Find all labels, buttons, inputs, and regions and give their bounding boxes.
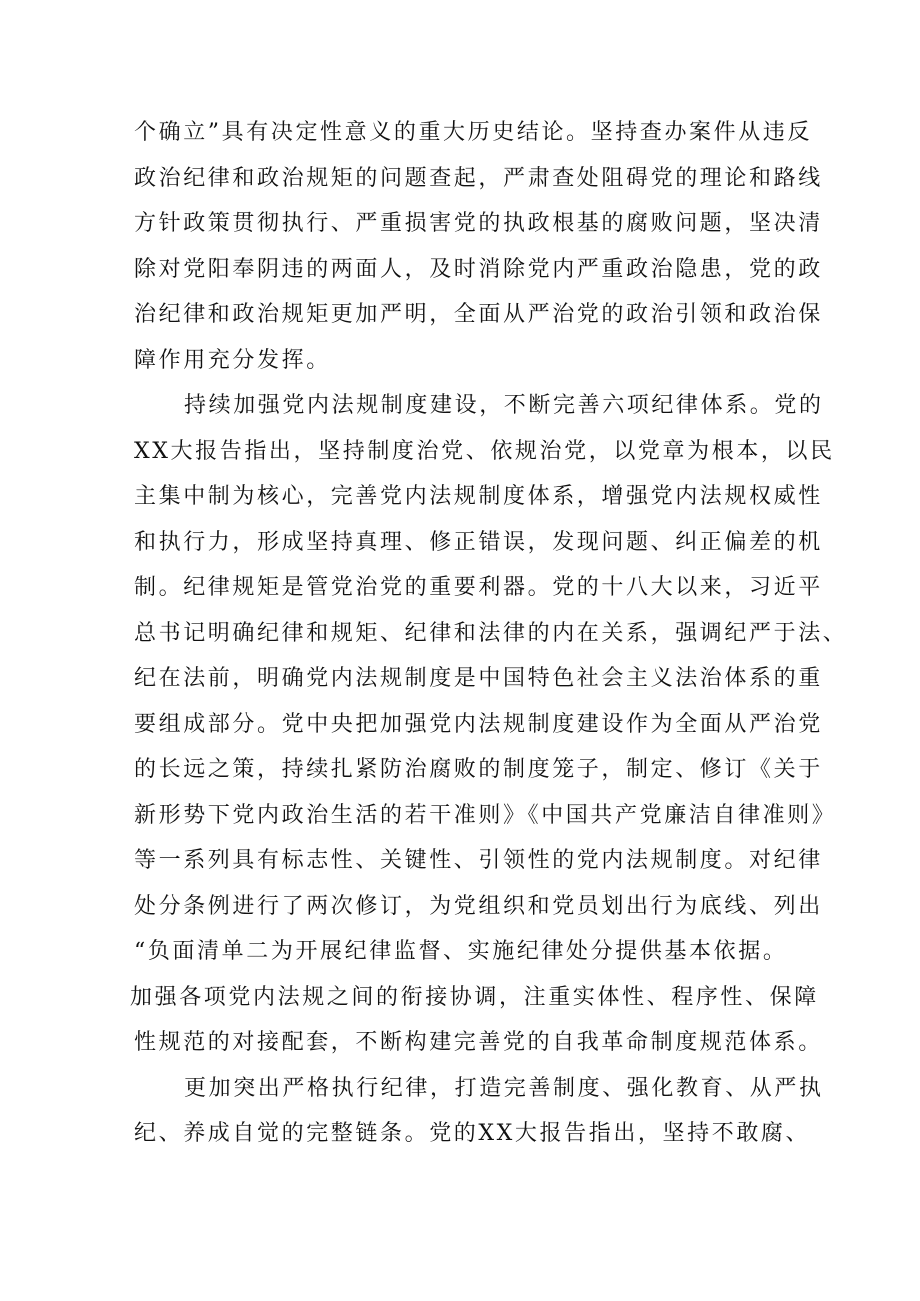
text-line: 主集中制为核心，完善党内法规制度体系，增强党内法规权威性 bbox=[134, 484, 823, 509]
text-line: 除对党阳奉阴违的两面人，及时消除党内严重政治隐患，党的政 bbox=[134, 256, 823, 282]
document-body bbox=[130, 110, 848, 1157]
text-line: 总书记明确纪律和规矩、纪律和法律的内在关系，强调纪严于法、 bbox=[134, 620, 848, 646]
text-line: 纪在法前，明确党内法规制度是中国特色社会主义法治体系的重 bbox=[134, 666, 823, 691]
text-line: 持续加强党内法规制度建设，不断完善六项纪律体系。党的 bbox=[184, 393, 824, 418]
text-line: 和执行力，形成坚持真理、修正错误，发现问题、纠正偏差的机 bbox=[134, 529, 823, 555]
text-line: XX大报告指出，坚持制度治党、依规治党，以党章为根本，以民 bbox=[134, 438, 835, 464]
text-line: “负面清单二为开展纪律监督、实施纪律处分提供基本依据。 bbox=[134, 939, 788, 964]
text-line: 新形势下党内政治生活的若干准则》《中国共产党廉洁自律准则》 bbox=[134, 802, 837, 828]
text-line: 更加突出严格执行纪律，打造完善制度、强化教育、从严执 bbox=[184, 1075, 824, 1101]
text-line: 障作用充分发挥。 bbox=[134, 347, 331, 373]
paragraph-3 bbox=[134, 1066, 824, 1157]
text-line: 处分条例进行了两次修订，为党组织和党员划出行为底线、列出 bbox=[134, 893, 823, 919]
text-line: 治纪律和政治规矩更加严明，全面从严治党的政治引领和政治保 bbox=[134, 302, 823, 327]
text-line: 政治纪律和政治规矩的问题查起，严肃查处阻碍党的理论和路线 bbox=[134, 165, 823, 191]
text-line: 的长远之策，持续扎紧防治腐败的制度笼子，制定、修订《关于 bbox=[134, 757, 823, 782]
text-line: 加强各项党内法规之间的衔接协调，注重实体性、程序性、保障 bbox=[130, 984, 819, 1010]
text-line: 个确立”具有决定性意义的重大历史结论。坚持查办案件从违反 bbox=[134, 120, 813, 145]
paragraph-1 bbox=[134, 110, 823, 383]
text-line: 纪、养成自觉的完整链条。党的XX大报告指出，坚持不敢腐、 bbox=[134, 1121, 811, 1146]
text-line: 方针政策贯彻执行、严重损害党的执政根基的腐败问题，坚决清 bbox=[134, 211, 823, 236]
text-line: 性规范的对接配套，不断构建完善党的自我革命制度规范体系。 bbox=[134, 1030, 823, 1055]
text-line: 要组成部分。党中央把加强党内法规制度建设作为全面从严治党 bbox=[134, 711, 823, 737]
paragraph-2 bbox=[130, 383, 848, 1066]
text-line: 制。纪律规矩是管党治党的重要利器。党的十八大以来，习近平 bbox=[134, 575, 823, 600]
text-line: 等一系列具有标志性、关键性、引领性的党内法规制度。对纪律 bbox=[134, 848, 823, 873]
